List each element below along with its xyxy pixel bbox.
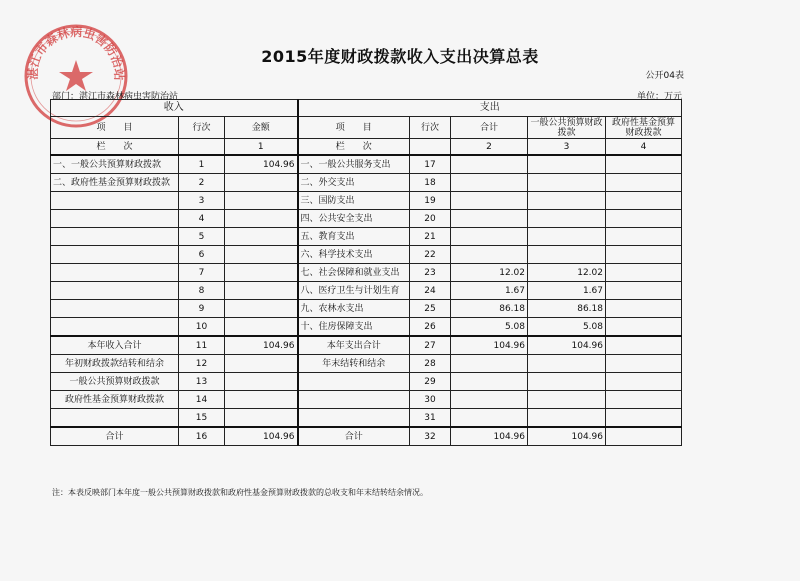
expense-item-cell: 五、教育支出 [298,228,410,246]
expense-row-no-cell: 26 [410,318,451,337]
income-item-cell: 二、政府性基金预算财政拨款 [51,174,179,192]
expense-item-cell [298,409,410,428]
expense-total-cell [451,174,528,192]
income-amount-cell [225,373,298,391]
expense-row-no-cell: 18 [410,174,451,192]
general-budget-cell: 86.18 [528,300,606,318]
income-amount-cell [225,246,298,264]
table-row [51,210,682,228]
expense-item-cell: 三、国防支出 [298,192,410,210]
gov-fund-cell [606,373,682,391]
expense-section-header: 支出 [298,100,682,117]
expense-item-cell: 二、外交支出 [298,174,410,192]
income-amount-cell [225,409,298,428]
expense-row-no-cell: 25 [410,300,451,318]
income-item-cell [51,210,179,228]
income-row-no-cell: 4 [179,210,225,228]
expense-row-no-cell: 32 [410,427,451,446]
expense-item-cell: 年末结转和结余 [298,355,410,373]
expense-item-cell: 八、医疗卫生与计划生育 [298,282,410,300]
expense-row-no-cell: 24 [410,282,451,300]
income-item-cell: 年初财政拨款结转和结余 [51,355,179,373]
expense-total-cell [451,355,528,373]
expense-row-no-cell: 27 [410,336,451,355]
table-row [51,192,682,210]
finance-summary-table [50,99,682,446]
expense-item-cell: 九、农林水支出 [298,300,410,318]
expense-row-no-cell: 28 [410,355,451,373]
income-amount-cell [225,391,298,409]
income-row-no-cell: 8 [179,282,225,300]
general-budget-cell [528,228,606,246]
gov-fund-cell [606,210,682,228]
expense-total-header: 合计 [451,117,528,139]
expense-item-cell: 合计 [298,427,410,446]
income-amount-cell [225,355,298,373]
gov-fund-cell [606,192,682,210]
unit-label: 单位：万元 [636,92,682,102]
gov-fund-cell [606,228,682,246]
expense-item-cell: 六、科学技术支出 [298,246,410,264]
general-budget-cell: 1.67 [528,282,606,300]
expense-row-no-cell: 19 [410,192,451,210]
expense-total-cell: 1.67 [451,282,528,300]
expense-row-no-cell: 17 [410,155,451,174]
expense-total-cell: 104.96 [451,336,528,355]
expense-total-cell: 86.18 [451,300,528,318]
income-row-no-cell: 3 [179,192,225,210]
income-column-number: 1 [225,139,298,156]
table-row [51,300,682,318]
general-budget-cell: 5.08 [528,318,606,337]
expense-column-label-blank [410,139,451,156]
income-amount-cell: 104.96 [225,427,298,446]
income-row-no-cell: 16 [179,427,225,446]
income-item-header: 项 目 [51,117,179,139]
general-column-number: 3 [528,139,606,156]
income-item-cell: 合计 [51,427,179,446]
gov-fund-header: 政府性基金预算财政拨款 [606,117,682,139]
income-amount-cell [225,210,298,228]
income-amount-cell [225,318,298,337]
income-column-label-blank [179,139,225,156]
expense-total-cell: 5.08 [451,318,528,337]
table-row [51,246,682,264]
general-budget-cell [528,391,606,409]
expense-row-no-header: 行次 [410,117,451,139]
expense-item-cell: 七、社会保障和就业支出 [298,264,410,282]
income-item-cell [51,300,179,318]
income-item-cell [51,228,179,246]
income-row-no-cell: 15 [179,409,225,428]
expense-item-cell: 本年支出合计 [298,336,410,355]
general-budget-cell: 104.96 [528,427,606,446]
income-row-no-cell: 1 [179,155,225,174]
department-label: 部门：湛江市森林病虫害防治站 [52,92,179,102]
income-item-cell: 政府性基金预算财政拨款 [51,391,179,409]
table-row [51,155,682,174]
income-item-cell: 一、一般公共预算财政拨款 [51,155,179,174]
income-item-cell: 本年收入合计 [51,336,179,355]
income-amount-cell [225,300,298,318]
income-row-no-cell: 5 [179,228,225,246]
expense-total-cell [451,409,528,428]
expense-total-cell [451,246,528,264]
income-amount-cell [225,282,298,300]
income-item-cell: 一般公共预算财政拨款 [51,373,179,391]
expense-total-cell [451,210,528,228]
report-title: 2015年度财政拨款收入支出决算总表 [261,47,539,66]
expense-item-header: 项 目 [298,117,410,139]
expense-total-cell: 12.02 [451,264,528,282]
general-budget-cell [528,409,606,428]
general-budget-cell [528,210,606,228]
income-column-label: 栏 次 [51,139,179,156]
svg-text:湛江市森林病虫害防治站: 湛江市森林病虫害防治站 [25,25,127,81]
expense-item-cell: 四、公共安全支出 [298,210,410,228]
gov-fund-cell [606,300,682,318]
table-row [51,264,682,282]
expense-row-no-cell: 21 [410,228,451,246]
income-section-header: 收入 [51,100,298,117]
income-item-cell [51,409,179,428]
expense-item-cell [298,373,410,391]
general-budget-cell: 104.96 [528,336,606,355]
income-amount-cell [225,264,298,282]
general-budget-header: 一般公共预算财政拨款 [528,117,606,139]
income-row-no-header: 行次 [179,117,225,139]
income-item-cell [51,318,179,337]
expense-row-no-cell: 30 [410,391,451,409]
expense-total-cell [451,192,528,210]
table-row [51,282,682,300]
income-amount-cell: 104.96 [225,155,298,174]
expense-column-label: 栏 次 [298,139,410,156]
gov-fund-cell [606,155,682,174]
expense-row-no-cell: 23 [410,264,451,282]
table-row [51,409,682,428]
general-budget-cell [528,246,606,264]
income-row-no-cell: 12 [179,355,225,373]
expense-item-cell: 十、住房保障支出 [298,318,410,337]
income-row-no-cell: 13 [179,373,225,391]
income-item-cell [51,282,179,300]
general-budget-cell [528,192,606,210]
table-row [51,373,682,391]
income-row-no-cell: 10 [179,318,225,337]
table-row [51,427,682,446]
expense-row-no-cell: 29 [410,373,451,391]
expense-row-no-cell: 22 [410,246,451,264]
income-item-cell [51,246,179,264]
total-column-number: 2 [451,139,528,156]
general-budget-cell [528,373,606,391]
gov-fund-cell [606,355,682,373]
income-amount-cell [225,174,298,192]
income-row-no-cell: 7 [179,264,225,282]
table-row [51,174,682,192]
gov-fund-cell [606,282,682,300]
income-row-no-cell: 6 [179,246,225,264]
gov-fund-cell [606,427,682,446]
income-row-no-cell: 14 [179,391,225,409]
expense-row-no-cell: 31 [410,409,451,428]
income-row-no-cell: 9 [179,300,225,318]
expense-total-cell [451,155,528,174]
expense-total-cell: 104.96 [451,427,528,446]
general-budget-cell: 12.02 [528,264,606,282]
table-row [51,336,682,355]
gov-fund-cell [606,336,682,355]
income-item-cell [51,192,179,210]
income-amount-cell [225,228,298,246]
form-number: 公开04表 [645,71,684,81]
table-row [51,228,682,246]
table-row [51,355,682,373]
footnote: 注：本表反映部门本年度一般公共预算财政拨款和政府性基金预算财政拨款的总收支和年末结转结余情况。 [52,488,428,497]
gov-fund-cell [606,174,682,192]
gov-fund-cell [606,391,682,409]
gov-fund-cell [606,264,682,282]
income-row-no-cell: 11 [179,336,225,355]
expense-total-cell [451,373,528,391]
income-amount-cell: 104.96 [225,336,298,355]
expense-row-no-cell: 20 [410,210,451,228]
expense-item-cell: 一、一般公共服务支出 [298,155,410,174]
income-row-no-cell: 2 [179,174,225,192]
general-budget-cell [528,355,606,373]
income-item-cell [51,264,179,282]
table-row [51,318,682,337]
expense-total-cell [451,228,528,246]
expense-total-cell [451,391,528,409]
gov-fund-cell [606,318,682,337]
general-budget-cell [528,155,606,174]
gov-fund-cell [606,409,682,428]
expense-item-cell [298,391,410,409]
general-budget-cell [528,174,606,192]
income-amount-cell [225,192,298,210]
gov-fund-cell [606,246,682,264]
table-row [51,391,682,409]
income-amount-header: 金额 [225,117,298,139]
fund-column-number: 4 [606,139,682,156]
